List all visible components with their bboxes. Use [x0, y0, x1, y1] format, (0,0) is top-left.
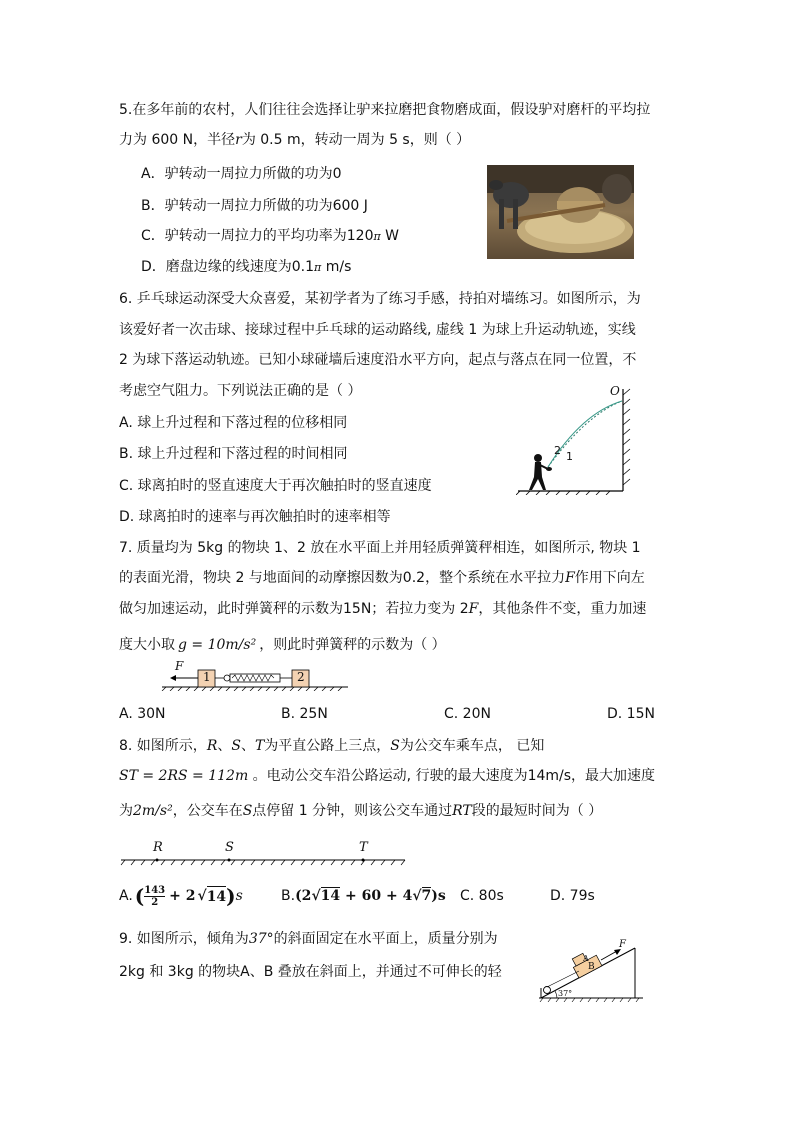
q7-option-b: B. 25N	[281, 706, 328, 722]
var-r: R	[206, 738, 218, 754]
q5-stem-line1: 5.在多年前的农村，人们往往会选择让驴来拉磨把食物磨成面，假设驴对磨杆的平均拉	[119, 102, 651, 118]
q8-text: 8. 如图所示，	[119, 738, 207, 754]
q7-text: ，则此时弹簧秤的示数为（ ）	[259, 637, 446, 653]
q6-stem-line3: 2 为球下落运动轨迹。已知小球碰墙后速度沿水平方向，起点与落点在同一位置，不	[119, 352, 637, 368]
q7-stem-line4	[119, 635, 446, 655]
force-f-label: F	[619, 939, 626, 950]
q6-stem-line1: 6. 乒乓球运动深受大众喜爱，某初学者为了练习手感，持拍对墙练习。如图所示，为	[119, 291, 641, 307]
acceleration-value: 2m/s²	[133, 803, 173, 819]
option-label: A.	[119, 888, 133, 904]
q8-text: 点停留 1 分钟，则该公交车通过	[252, 803, 453, 819]
option-label: B.	[281, 888, 296, 904]
unit-s: s	[235, 888, 243, 904]
trajectory-1-label: 1	[566, 450, 573, 463]
donkey-millstone-photo	[487, 165, 634, 259]
q5-option-d	[141, 257, 351, 278]
radicand: 7	[421, 888, 432, 904]
q8-stem-line2	[119, 766, 655, 786]
q8-text: 为公交车乘车点， 已知	[399, 738, 545, 754]
q8-stem-line3	[119, 801, 602, 821]
var-f: F	[565, 570, 575, 586]
var-s: S	[242, 803, 253, 819]
var-s: S	[390, 738, 400, 754]
plus-term: + 2	[169, 888, 196, 904]
q7-stem-line2	[119, 568, 645, 588]
var-t: T	[254, 738, 265, 754]
pi-symbol: π	[314, 261, 322, 274]
q6-option-a: A. 球上升过程和下落过程的位移相同	[119, 415, 348, 431]
angle-value: 37°	[248, 931, 274, 947]
q5-var-r: r	[235, 132, 242, 148]
q9-text: 的斜面固定在水平面上，质量分别为	[273, 931, 498, 947]
q8-text: 。电动公交车沿公路运动, 行驶的最大速度为14m/s，最大加速度	[248, 768, 656, 784]
q8-option-b	[281, 886, 446, 906]
var-s: S	[231, 738, 241, 754]
incline-figure	[535, 938, 645, 1002]
distance-equation: ST = 2RS = 112m	[119, 768, 249, 784]
trajectory-2-label: 2	[554, 444, 561, 457]
q5-option-b: B．驴转动一周拉力所做的功为600 J	[141, 198, 368, 214]
pi-symbol: π	[373, 230, 381, 243]
q8-option-c: C. 80s	[460, 888, 504, 904]
q8-text: 段的最短时间为（ ）	[471, 803, 603, 819]
q7-text: 的表面光滑，物块 2 与地面间的动摩擦因数为0.2，整个系统在水平拉力	[119, 570, 566, 586]
q6-option-c: C. 球离拍时的竖直速度大于再次触拍时的竖直速度	[119, 478, 432, 494]
q8-text: ，公交车在	[172, 803, 243, 819]
q7-text: 作用下向左	[574, 570, 645, 586]
radicand: 14	[320, 888, 341, 904]
block-2-label: 2	[297, 670, 305, 684]
point-o-label: O	[610, 384, 620, 398]
paren-close: )	[226, 884, 236, 908]
q7-text: 做匀加速运动，此时弹簧秤的示数为15N；若拉力变为 2	[119, 601, 469, 617]
q8-option-a	[119, 882, 243, 910]
q9-stem-line2: 2kg 和 3kg 的物块A、B 叠放在斜面上，并通过不可伸长的轻	[119, 964, 502, 980]
expr-part: + 60 + 4	[340, 888, 413, 904]
q7-text: ，其他条件不变，重力加速	[478, 601, 647, 617]
var-rt: RT	[452, 803, 472, 819]
q8-text: 、	[240, 738, 255, 754]
angle-label: 37°	[558, 989, 573, 998]
radicand: 14	[207, 886, 226, 907]
q5-text: 力为 600 N，半径	[119, 132, 236, 148]
q6-stem-line2: 该爱好者一次击球、接球过程中乒乓球的运动路线, 虚线 1 为球上升运动轨迹，实线	[119, 322, 636, 338]
q7-text: 度大小取	[119, 637, 175, 653]
q8-text: 、	[217, 738, 232, 754]
point-r-label: R	[153, 840, 163, 855]
q5-option-c	[141, 226, 399, 247]
block-b-label: B	[588, 962, 595, 972]
q7-option-d: D. 15N	[607, 706, 655, 722]
point-t-label: T	[359, 840, 368, 855]
q5-text: 为 0.5 m，转动一周为 5 s，则（ ）	[241, 132, 471, 148]
gravity-formula: g = 10m/s²	[178, 637, 257, 653]
q7-option-a: A. 30N	[119, 706, 166, 722]
q6-option-d: D. 球离拍时的速率与再次触拍时的速率相等	[119, 509, 391, 525]
block-a-label: A	[583, 954, 589, 963]
fraction	[144, 885, 165, 908]
q8-option-d: D. 79s	[550, 888, 595, 904]
q5-option-c-unit: W	[380, 228, 400, 244]
paren-open: (	[134, 884, 145, 908]
expr-part: )s	[431, 888, 446, 904]
fraction-denominator: 2	[151, 896, 159, 908]
road-figure	[119, 842, 409, 868]
spring-scale-figure	[160, 661, 350, 691]
q9-text: 9. 如图所示，倾角为	[119, 931, 249, 947]
point-s-label: S	[225, 840, 234, 855]
fraction-numerator: 143	[144, 884, 166, 896]
q7-stem-line1: 7. 质量均为 5kg 的物块 1、2 放在水平面上并用轻质弹簧秤相连，如图所示, 物块 1	[119, 540, 641, 556]
q6-stem-line4: 考虑空气阻力。下列说法正确的是（ ）	[119, 383, 362, 399]
sqrt-sign: √	[197, 888, 207, 904]
force-f-label: F	[175, 659, 184, 673]
sqrt-sign: √	[412, 888, 422, 904]
expr-part: (2	[295, 888, 312, 904]
q7-option-c: C. 20N	[444, 706, 491, 722]
q6-option-b: B. 球上升过程和下落过程的时间相同	[119, 446, 348, 462]
pingpong-wall-figure	[516, 384, 636, 495]
q5-stem-line2	[119, 130, 470, 150]
var-f: F	[468, 601, 479, 617]
q9-stem-line1	[119, 929, 498, 949]
q5-option-c-text: C．驴转动一周拉力的平均功率为120	[141, 228, 374, 244]
q5-option-d-unit: m/s	[321, 259, 352, 275]
q7-stem-line3	[119, 599, 646, 619]
q8-stem-line1	[119, 736, 544, 756]
q8-text: 为	[119, 803, 133, 819]
q5-option-d-text: D．磨盘边缘的线速度为0.1	[141, 259, 315, 275]
sqrt-sign: √	[311, 888, 321, 904]
q8-text: 为平直公路上三点，	[264, 738, 391, 754]
q5-option-a: A．驴转动一周拉力所做的功为0	[141, 166, 342, 182]
block-1-label: 1	[203, 670, 211, 684]
